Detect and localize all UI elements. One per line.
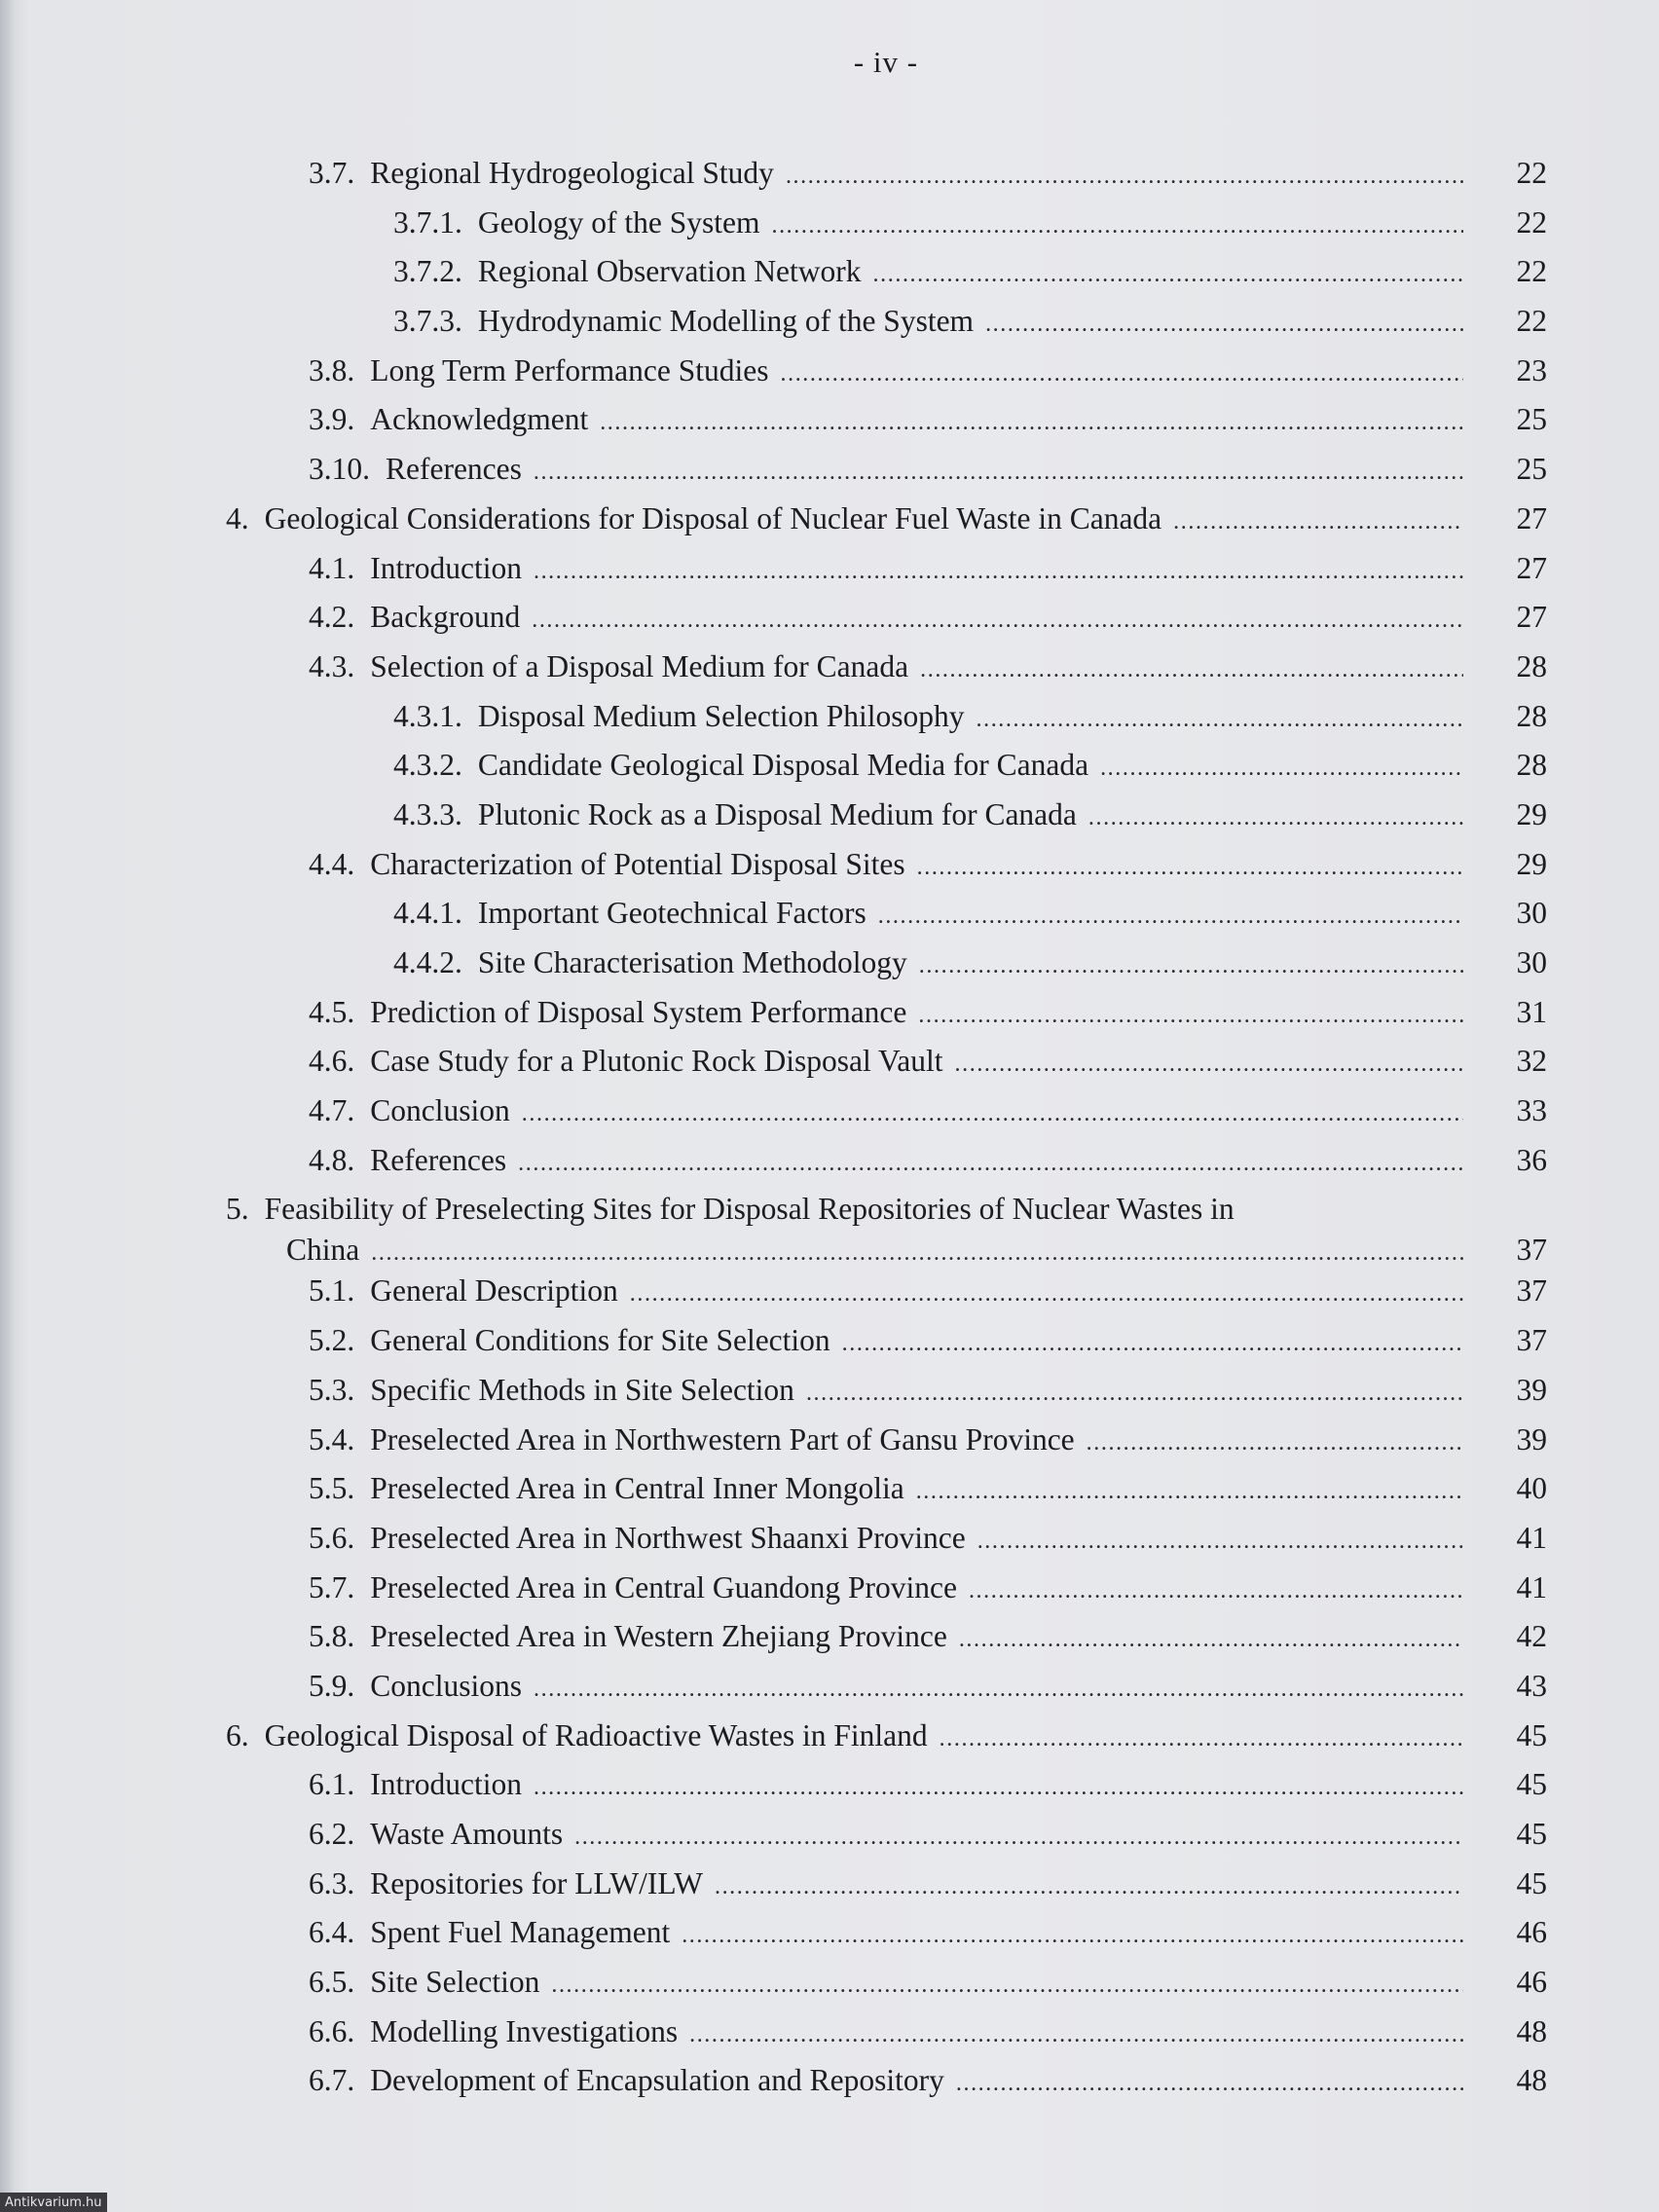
toc-entry	[0, 294, 1659, 344]
toc-entry-number: 4.2.	[309, 600, 355, 635]
toc-entry-title: References	[370, 1142, 507, 1177]
toc-entry-title: Development of Encapsulation and Repository	[370, 2063, 944, 2098]
toc-entry-line	[309, 1965, 1463, 2000]
watermark: Antikvarium.hu	[0, 2193, 107, 2212]
dot-leader	[771, 213, 1463, 240]
toc-entry-number: 4.4.2.	[393, 945, 462, 979]
toc-entry-page: 27	[1516, 600, 1547, 635]
toc-entry-title: Introduction	[370, 1767, 522, 1802]
toc-entry-title: Acknowledgment	[370, 402, 589, 437]
toc-entry-page: 27	[1516, 500, 1547, 535]
toc-entry	[0, 196, 1659, 245]
toc-entry	[0, 541, 1659, 591]
toc-entry-number: 6.6.	[309, 2013, 355, 2048]
toc-entry-line	[309, 353, 1463, 388]
toc-entry-number: 6.3.	[309, 1865, 355, 1900]
toc-entry	[0, 442, 1659, 492]
toc-entry-line	[226, 1718, 1463, 1753]
toc-entry	[0, 1955, 1659, 2005]
toc-entry-page: 41	[1516, 1569, 1547, 1604]
toc-entry-title: General Conditions for Site Selection	[370, 1323, 830, 1358]
dot-leader	[969, 1578, 1463, 1604]
toc-entry-page: 37	[1516, 1233, 1547, 1268]
toc-entry-number: 3.7.1.	[393, 204, 462, 240]
toc-entry-page: 22	[1516, 156, 1547, 190]
dot-leader	[532, 608, 1463, 634]
toc-entry-title: Preselected Area in Central Inner Mongolia	[370, 1471, 904, 1506]
dot-leader	[918, 1003, 1463, 1029]
toc-entry-number: 5.8.	[309, 1619, 355, 1654]
dot-leader	[600, 410, 1463, 436]
toc-entry	[0, 146, 1659, 196]
dot-leader	[689, 2022, 1463, 2048]
toc-entry-page: 45	[1516, 1717, 1547, 1752]
toc-entry-page: 28	[1516, 748, 1547, 783]
toc-entry	[0, 1363, 1659, 1413]
toc-entry-number: 4.4.	[309, 846, 355, 881]
toc-entry-number: 4.5.	[309, 994, 355, 1029]
toc-entry-number: 4.8.	[309, 1142, 355, 1177]
dot-leader	[534, 1677, 1463, 1703]
toc-entry	[0, 2005, 1659, 2054]
toc-entry-title: Long Term Performance Studies	[370, 352, 769, 387]
dot-leader	[534, 1775, 1463, 1801]
toc-entry-title: Geological Considerations for Disposal of Nuclear Fuel Waste in Canada	[264, 500, 1162, 535]
toc-entry-number: 4.7.	[309, 1093, 355, 1128]
toc-entry-page: 31	[1516, 994, 1547, 1029]
toc-entry	[0, 1709, 1659, 1758]
dot-leader	[630, 1281, 1463, 1308]
toc-entry-title: References	[386, 452, 522, 487]
toc-entry-page: 43	[1516, 1668, 1547, 1703]
toc-entry-page: 37	[1516, 1323, 1547, 1358]
toc-entry-line	[309, 1273, 1463, 1309]
toc-entry-title: Waste Amounts	[370, 1817, 564, 1851]
toc-entry-page: 36	[1516, 1142, 1547, 1177]
toc-entry	[0, 1609, 1659, 1659]
toc-entry	[0, 344, 1659, 393]
toc-entry-title: Preselected Area in Western Zhejiang Province	[370, 1619, 947, 1654]
dot-leader	[977, 707, 1464, 733]
toc-entry-title: Repositories for LLW/ILW	[370, 1865, 703, 1900]
toc-entry-page: 22	[1516, 254, 1547, 289]
dot-leader	[682, 1923, 1463, 1949]
toc-entry-line	[226, 501, 1463, 536]
toc-entry-line	[393, 699, 1463, 734]
toc-entry-page: 29	[1516, 796, 1547, 831]
toc-entry-number: 5.	[226, 1192, 249, 1227]
dot-leader	[878, 903, 1463, 930]
dot-leader	[959, 1627, 1463, 1653]
toc-entry-number: 4.3.	[309, 648, 355, 683]
toc-entry-number: 4.3.2.	[393, 748, 462, 783]
toc-entry-line	[309, 1915, 1463, 1950]
toc-entry-page: 28	[1516, 698, 1547, 733]
toc-entry	[0, 886, 1659, 936]
toc-entry-number: 4.	[226, 500, 249, 535]
toc-entry-title: Regional Hydrogeological Study	[370, 156, 774, 190]
toc-entry-line	[309, 2014, 1463, 2049]
toc-entry-title: Regional Observation Network	[477, 254, 862, 289]
toc-entry-line	[309, 452, 1463, 487]
dot-leader	[920, 657, 1463, 683]
toc-entry-title: Preselected Area in Northwestern Part of Gansu Province	[370, 1421, 1075, 1456]
toc-entry	[0, 492, 1659, 541]
toc-entry	[0, 2053, 1659, 2103]
toc-entry	[0, 985, 1659, 1035]
toc-entry	[0, 1034, 1659, 1084]
toc-entry-line	[309, 1866, 1463, 1901]
toc-entry-line	[309, 847, 1463, 882]
toc-entry-number: 6.2.	[309, 1817, 355, 1851]
table-of-contents	[0, 146, 1659, 2103]
toc-entry	[0, 1511, 1659, 1561]
toc-entry-title: Introduction	[370, 550, 522, 585]
dot-leader	[1173, 509, 1463, 535]
toc-entry-number: 4.1.	[309, 550, 355, 585]
toc-entry-page: 33	[1516, 1093, 1547, 1128]
toc-entry-title: Conclusions	[370, 1668, 523, 1703]
toc-entry-number: 3.7.	[309, 156, 355, 190]
dot-leader	[781, 361, 1464, 387]
toc-entry	[0, 1313, 1659, 1363]
toc-entry-title: Preselected Area in Central Guandong Province	[370, 1569, 957, 1604]
toc-entry	[0, 1413, 1659, 1462]
toc-entry-number: 6.1.	[309, 1767, 355, 1802]
toc-entry-number: 5.7.	[309, 1569, 355, 1604]
toc-entry-page: 22	[1516, 204, 1547, 240]
toc-entry	[0, 244, 1659, 294]
toc-entry	[0, 1905, 1659, 1955]
toc-entry-number: 5.6.	[309, 1520, 355, 1555]
toc-entry-line	[309, 600, 1463, 635]
toc-entry-page: 30	[1516, 945, 1547, 979]
toc-entry	[0, 1857, 1659, 1906]
toc-entry	[0, 1182, 1659, 1268]
toc-entry-line	[309, 1619, 1463, 1654]
toc-entry-line	[309, 1817, 1463, 1852]
toc-entry-page: 39	[1516, 1421, 1547, 1456]
toc-entry-page: 25	[1516, 402, 1547, 437]
toc-entry	[0, 1084, 1659, 1133]
toc-entry-page: 46	[1516, 1965, 1547, 2000]
toc-entry-page: 22	[1516, 304, 1547, 339]
toc-entry-line	[309, 551, 1463, 586]
toc-entry-line	[393, 205, 1463, 240]
toc-entry-title: Hydrodynamic Modelling of the System	[477, 304, 975, 339]
dot-leader	[873, 262, 1463, 288]
dot-leader	[917, 855, 1463, 881]
toc-entry-line	[393, 797, 1463, 832]
dot-leader	[371, 1240, 1463, 1267]
dot-leader	[916, 1479, 1463, 1505]
toc-entry-line	[309, 1044, 1463, 1079]
toc-entry-line	[309, 1323, 1463, 1358]
dot-leader	[534, 460, 1463, 486]
dot-leader	[551, 1972, 1463, 1999]
toc-entry-line	[286, 1233, 1463, 1268]
toc-entry	[0, 392, 1659, 442]
toc-entry-page: 32	[1516, 1044, 1547, 1079]
toc-entry-page: 29	[1516, 846, 1547, 881]
toc-entry	[0, 837, 1659, 887]
toc-entry-title: Conclusion	[370, 1093, 510, 1128]
toc-entry-page: 45	[1516, 1865, 1547, 1900]
page-number: - iv -	[853, 45, 919, 79]
toc-entry-line	[309, 1422, 1463, 1457]
toc-entry-line	[393, 748, 1463, 783]
toc-entry-line	[309, 1093, 1463, 1128]
toc-entry	[0, 1133, 1659, 1183]
toc-entry-line	[309, 2063, 1463, 2098]
toc-entry-number: 6.4.	[309, 1915, 355, 1950]
toc-entry-title: Disposal Medium Selection Philosophy	[477, 698, 965, 733]
toc-entry	[0, 689, 1659, 739]
toc-entry-line	[393, 254, 1463, 289]
toc-entry-title: Background	[370, 600, 521, 635]
toc-entry-line	[393, 304, 1463, 339]
toc-entry-page: 23	[1516, 352, 1547, 387]
toc-entry-page: 46	[1516, 1915, 1547, 1950]
toc-entry-number: 3.7.3.	[393, 304, 462, 339]
toc-entry-title: Geology of the System	[477, 204, 760, 240]
toc-entry-line	[309, 1669, 1463, 1704]
dot-leader	[574, 1825, 1463, 1851]
dot-leader	[534, 559, 1463, 585]
toc-entry-title: Specific Methods in Site Selection	[370, 1372, 794, 1407]
toc-entry-title: Important Geotechnical Factors	[477, 896, 866, 931]
dot-leader	[977, 1529, 1463, 1555]
toc-entry-heading	[226, 1192, 1235, 1227]
dot-leader	[985, 312, 1463, 338]
toc-entry-number: 3.7.2.	[393, 254, 462, 289]
toc-entry-line	[309, 402, 1463, 437]
toc-entry	[0, 590, 1659, 640]
dot-leader	[940, 1726, 1463, 1752]
toc-entry-page: 39	[1516, 1372, 1547, 1407]
toc-entry-line	[309, 649, 1463, 684]
toc-entry-number: 4.6.	[309, 1044, 355, 1079]
toc-entry	[0, 738, 1659, 788]
toc-entry-line	[309, 156, 1463, 191]
dot-leader	[1088, 805, 1463, 831]
toc-entry-line	[309, 1143, 1463, 1178]
toc-entry-number: 3.10.	[309, 452, 370, 487]
toc-entry-title: Feasibility of Preselecting Sites for Disposal Repositories of Nuclear Wastes in	[264, 1192, 1235, 1227]
toc-entry	[0, 1561, 1659, 1610]
toc-entry-title: Spent Fuel Management	[370, 1915, 671, 1950]
toc-entry	[0, 1461, 1659, 1511]
toc-entry-title: General Description	[370, 1273, 618, 1309]
dot-leader	[1087, 1430, 1463, 1456]
toc-entry	[0, 936, 1659, 985]
toc-entry-page: 41	[1516, 1520, 1547, 1555]
dot-leader	[518, 1151, 1463, 1177]
toc-entry-number: 4.4.1.	[393, 896, 462, 931]
toc-entry	[0, 788, 1659, 837]
toc-entry-number: 3.9.	[309, 402, 355, 437]
toc-entry-page: 45	[1516, 1767, 1547, 1802]
toc-entry-page: 25	[1516, 452, 1547, 487]
toc-entry-line	[309, 1570, 1463, 1605]
toc-entry	[0, 1264, 1659, 1313]
toc-entry-line	[309, 1373, 1463, 1408]
toc-entry-line	[309, 1521, 1463, 1556]
dot-leader	[786, 164, 1463, 190]
toc-entry-page: 45	[1516, 1817, 1547, 1851]
toc-entry-title: Modelling Investigations	[370, 2013, 679, 2048]
toc-entry-number: 5.9.	[309, 1668, 355, 1703]
toc-entry	[0, 1659, 1659, 1709]
toc-entry-number: 6.5.	[309, 1965, 355, 2000]
toc-entry-title: Prediction of Disposal System Performance	[370, 994, 907, 1029]
toc-entry-title: Characterization of Potential Disposal Sites	[370, 846, 905, 881]
toc-entry-title: Site Selection	[370, 1965, 540, 2000]
toc-entry-page: 27	[1516, 550, 1547, 585]
toc-entry-line	[393, 945, 1463, 980]
toc-entry-title: Plutonic Rock as a Disposal Medium for Canada	[477, 796, 1077, 831]
toc-entry-number: 5.2.	[309, 1323, 355, 1358]
toc-entry-title: Selection of a Disposal Medium for Canada	[370, 648, 909, 683]
toc-entry-line	[309, 1767, 1463, 1802]
toc-entry-title-continuation: China	[286, 1233, 360, 1268]
toc-entry-title: Case Study for a Plutonic Rock Disposal Vault	[370, 1044, 943, 1079]
dot-leader	[842, 1331, 1463, 1357]
dot-leader	[806, 1381, 1463, 1407]
toc-entry-line	[393, 896, 1463, 931]
toc-entry-number: 3.8.	[309, 352, 355, 387]
dot-leader	[919, 953, 1463, 979]
toc-entry	[0, 1757, 1659, 1807]
dot-leader	[956, 2071, 1463, 2097]
toc-entry	[0, 640, 1659, 689]
toc-entry-number: 5.5.	[309, 1471, 355, 1506]
toc-entry-page: 42	[1516, 1619, 1547, 1654]
toc-entry-page: 28	[1516, 648, 1547, 683]
toc-entry-number: 5.4.	[309, 1421, 355, 1456]
toc-entry-title: Site Characterisation Methodology	[477, 945, 907, 979]
toc-entry-number: 5.3.	[309, 1372, 355, 1407]
toc-entry-page: 48	[1516, 2063, 1547, 2098]
dot-leader	[955, 1051, 1463, 1078]
dot-leader	[1100, 756, 1463, 782]
toc-entry-number: 6.	[226, 1717, 249, 1752]
dot-leader	[522, 1101, 1463, 1127]
toc-entry-number: 5.1.	[309, 1273, 355, 1309]
toc-entry	[0, 1807, 1659, 1857]
toc-entry-title: Preselected Area in Northwest Shaanxi Province	[370, 1520, 966, 1555]
toc-entry-number: 4.3.1.	[393, 698, 462, 733]
toc-entry-page: 48	[1516, 2013, 1547, 2048]
toc-entry-number: 4.3.3.	[393, 796, 462, 831]
toc-entry-page: 37	[1516, 1273, 1547, 1309]
toc-entry-line	[309, 995, 1463, 1030]
toc-entry-title: Candidate Geological Disposal Media for Canada	[477, 748, 1089, 783]
toc-entry-number: 6.7.	[309, 2063, 355, 2098]
toc-entry-line	[309, 1471, 1463, 1506]
toc-entry-page: 40	[1516, 1471, 1547, 1506]
dot-leader	[715, 1874, 1463, 1900]
toc-entry-page: 30	[1516, 896, 1547, 931]
toc-entry-title: Geological Disposal of Radioactive Wastes in Finland	[264, 1717, 928, 1752]
